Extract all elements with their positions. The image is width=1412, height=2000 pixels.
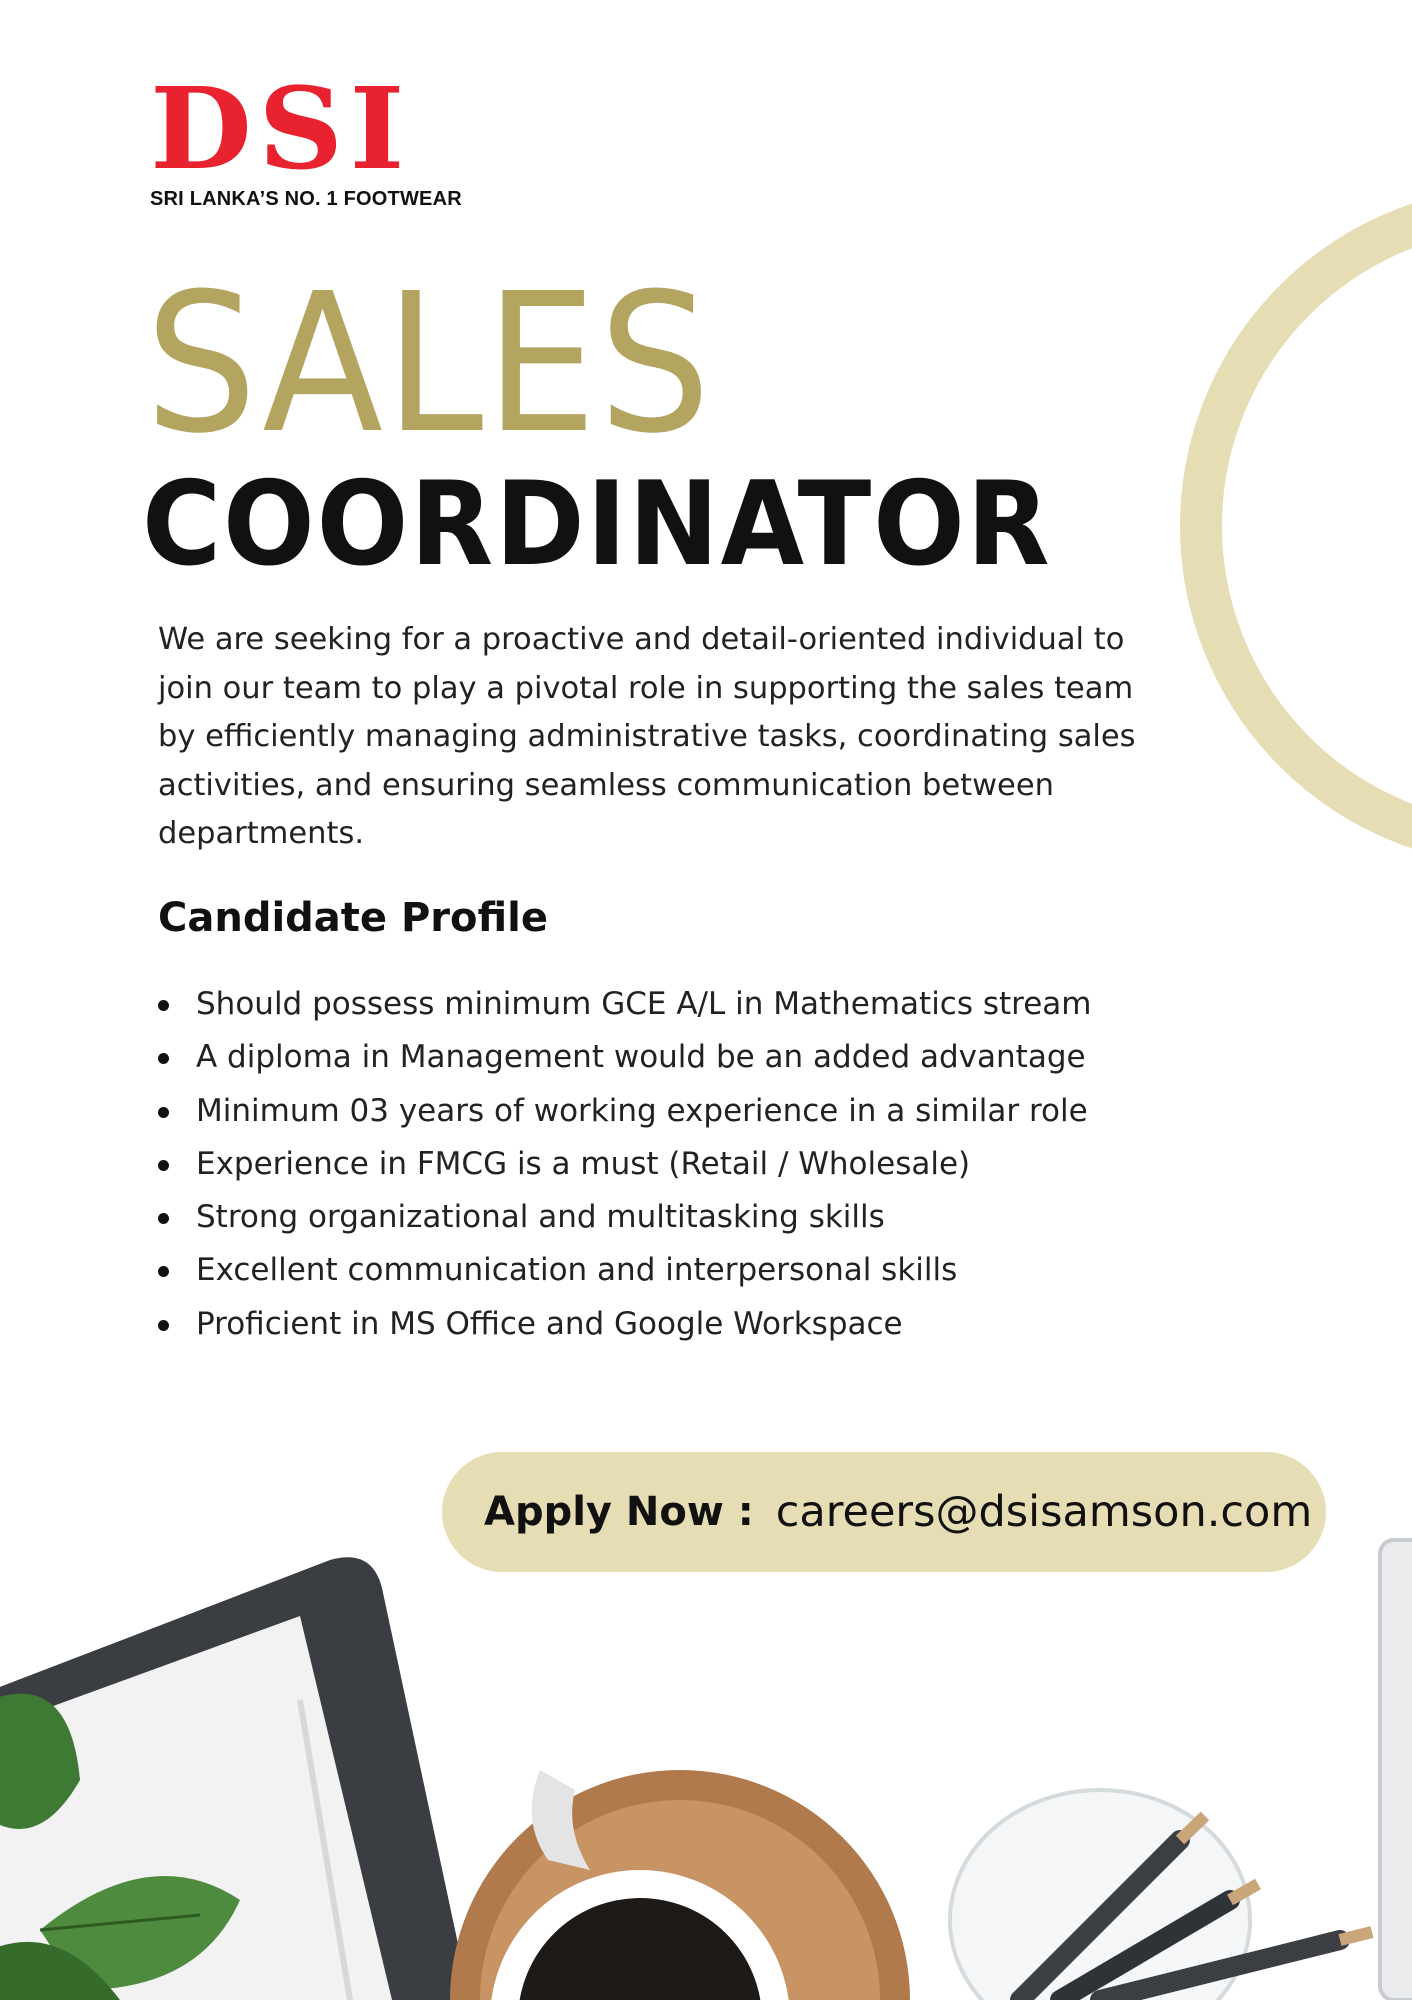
apply-now-button[interactable]: [442, 1452, 1326, 1572]
pencil-jar-icon: [950, 1790, 1372, 2000]
bullet-icon: [158, 1107, 169, 1118]
list-item: [158, 1191, 1092, 1244]
intro-paragraph: We are seeking for a proactive and detail-oriented individual to join our team to play a pivotal role in supporting the sales team by efficiently managing administrative tasks, coordinating sales activities, and ensuring seamless communication between departments.: [158, 622, 1136, 851]
list-item: [158, 1244, 1092, 1297]
bullet-icon: [158, 1160, 169, 1171]
apply-email-link[interactable]: careers@dsisamson.com: [775, 1487, 1313, 1537]
title-coordinator: COORDINATOR: [142, 457, 1052, 592]
bullet-icon: [158, 1320, 169, 1331]
logo-mark: DSI: [150, 64, 411, 195]
list-item-text: Proficient in MS Office and Google Workspace: [196, 1305, 903, 1342]
list-item-text: Minimum 03 years of working experience in a similar role: [196, 1092, 1088, 1129]
decorative-ring: [1180, 186, 1412, 866]
title-sales: SALES: [145, 253, 713, 476]
apply-now-label: Apply Now :: [484, 1489, 754, 1535]
list-item-text: A diploma in Management would be an added advantage: [196, 1039, 1086, 1076]
list-item-text: Should possess minimum GCE A/L in Mathematics stream: [196, 986, 1092, 1022]
list-item-text: Excellent communication and interpersonal skills: [196, 1252, 958, 1289]
candidate-profile-heading: Candidate Profile: [158, 895, 548, 941]
list-item: [158, 1138, 1092, 1191]
list-item-text: Experience in FMCG is a must (Retail / Wholesale): [196, 1145, 971, 1182]
list-item: [158, 978, 1092, 1031]
desk-illustration: [0, 1520, 1412, 2000]
list-item: [158, 1031, 1092, 1084]
list-item: [158, 1085, 1092, 1138]
bullet-icon: [158, 1213, 169, 1224]
candidate-profile-list: [158, 978, 1092, 1351]
coffee-cup-icon: [450, 1770, 910, 2000]
bullet-icon: [158, 1053, 169, 1064]
logo-tagline: SRI LANKA’S NO. 1 FOOTWEAR: [150, 188, 462, 210]
bullet-icon: [158, 1266, 169, 1277]
bullet-icon: [158, 1000, 169, 1011]
list-item-text: Strong organizational and multitasking skills: [196, 1199, 885, 1236]
list-item: [158, 1298, 1092, 1351]
dsi-logo: [150, 64, 502, 211]
